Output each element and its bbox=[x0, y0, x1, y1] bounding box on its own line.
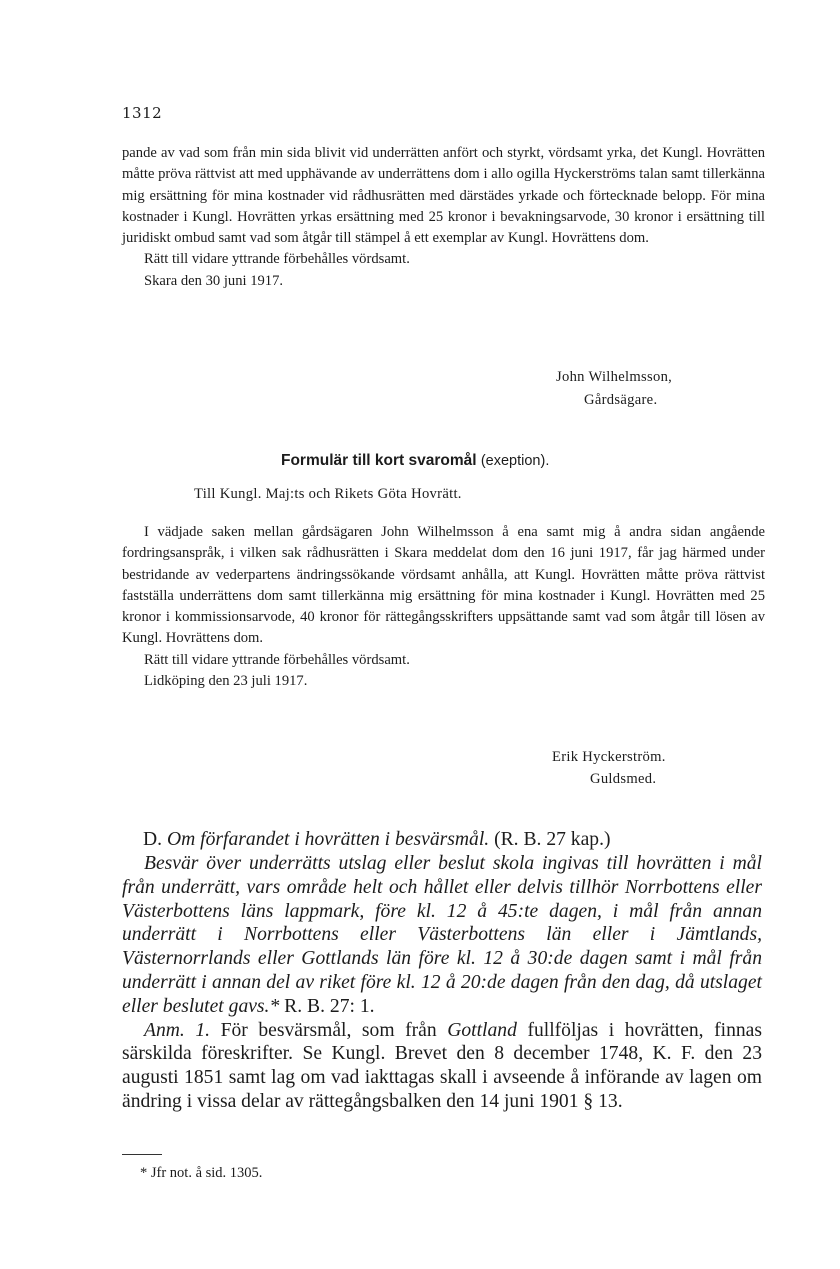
section-heading: Om förfarandet i hovrätten i besvärsmål. bbox=[166, 829, 490, 850]
section-letter: D. bbox=[143, 829, 163, 850]
footnote-divider bbox=[122, 1154, 162, 1155]
section-d-heading bbox=[143, 828, 763, 852]
reply-reservation-line: Rätt till vidare yttrande förbehålles vördsamt. bbox=[144, 651, 410, 668]
place-date-line: Skara den 30 juni 1917. bbox=[144, 272, 284, 289]
reply-body-paragraph: I vädjade saken mellan gårdsägaren John Wilhelmsson å ena samt mig å andra sidan angående fordringsanspråk, i vilken sak rådhusrätten i Skara meddelat dom den 16 juni 1917, får jag härmed under bestridande av vederpartens ändringssökande vördsamt anhålla, att Kungl. Hovrätten måtte pröva rättvist fastställa underrättens dom samt tillerkänna mig ersättning för mina kostnader i Kungl. Hovrätten med 25 kronor i kommissionsarvode, 40 kronor för rättegångsskrifters uppsättande samt vad som åtgår till lösen av Kungl. Hovrättens dom. bbox=[122, 524, 765, 647]
note-text-start: För besvärsmål, som från bbox=[220, 1019, 437, 1041]
section-d-body bbox=[122, 852, 762, 1114]
reply-place-date-line: Lidköping den 23 juli 1917. bbox=[144, 673, 308, 690]
rule-paragraph bbox=[122, 852, 762, 1019]
rule-reference: R. B. 27: 1. bbox=[284, 995, 375, 1017]
rule-text: Besvär över underrätts utslag eller beslut skola ingivas till hovrätten i mål från underrätt, vars område helt och hållet eller delvis tillhör Norrbottens eller Västerbottens läns lappmark, före kl. 12 å 45:te dagen, i mål från annan underrätt i Norrbottens eller Västerbottens län eller i Jämtlands, Västernorrlands eller Gottlands län före kl. 12 å 30:de dagen samt i mål från underrätt i annan del av riket före kl. 12 å 20:de dagen från den dag, då utslaget eller beslutet gavs.* bbox=[122, 853, 762, 1017]
note-place: Gottland bbox=[447, 1019, 517, 1041]
form-addressee: Till Kungl. Maj:ts och Rikets Göta Hovrätt. bbox=[194, 486, 462, 502]
note-text-end: fullföljas i hovrätten, finnas särskilda föreskrifter. Se Kungl. Brevet den 8 december 1748, K. F. den 23 augusti 1851 samt lag om vad iakttagas skall i avseende å införande av lagen om ändring i vissa delar av rättegångsbalken den 14 juni 1901 § 13. bbox=[122, 1019, 763, 1112]
reply-signature-title: Guldsmed. bbox=[590, 771, 657, 787]
section-reference: (R. B. 27 kap.) bbox=[494, 829, 611, 850]
form-heading-title: Formulär till kort svaromål bbox=[281, 452, 477, 469]
form-heading-subtitle: (exeption). bbox=[480, 453, 550, 469]
reservation-line: Rätt till vidare yttrande förbehålles vördsamt. bbox=[144, 251, 410, 268]
section-d bbox=[143, 828, 763, 852]
letter-continuation bbox=[122, 143, 765, 292]
reply-signature-name: Erik Hyckerström. bbox=[552, 749, 666, 765]
note-paragraph bbox=[122, 1019, 762, 1114]
signature-title: Gårdsägare. bbox=[584, 392, 658, 408]
reply-letter bbox=[122, 522, 765, 692]
page-number: 1312 bbox=[122, 104, 163, 122]
signature-name: John Wilhelmsson, bbox=[556, 369, 673, 385]
footnote: * Jfr not. å sid. 1305. bbox=[140, 1165, 263, 1181]
letter-body-paragraph: pande av vad som från min sida blivit vid underrätten anfört och styrkt, vördsamt yrka, det Kungl. Hovrätten måtte pröva rättvist att med upphävande av underrättens dom i allo ogilla Hyckerströms talan samt tillerkänna mig ersättning för mina kostnader vid rådhusrätten med därstädes yrkade och förtecknade belopp. För mina kostnader i Kungl. Hovrätten yrkas ersättning med 25 kronor i bevakningsarvode, 30 kronor i ersättning till juridiskt ombud samt vad som åtgår till stämpel å ett exemplar av Kungl. Hovrättens dom. bbox=[122, 145, 765, 247]
note-label: Anm. 1. bbox=[144, 1019, 211, 1041]
form-heading bbox=[281, 452, 549, 470]
